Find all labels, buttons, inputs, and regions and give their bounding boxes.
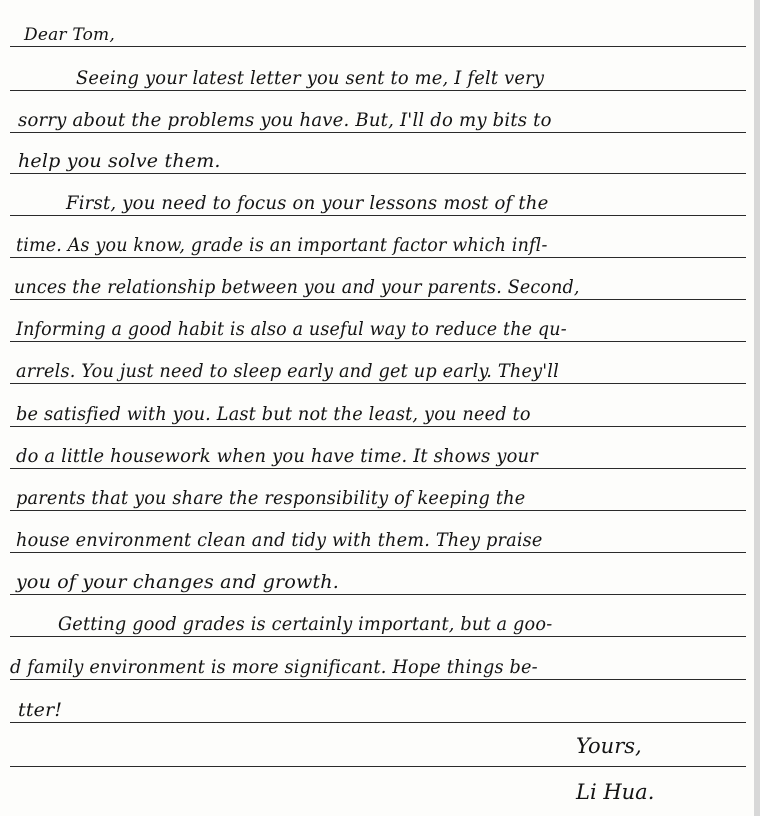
letter-line-10 bbox=[10, 439, 746, 469]
letter-text-line: sorry about the problems you have. But, I'll do my bits to bbox=[18, 109, 552, 131]
letter-text-line: you of your changes and growth. bbox=[16, 571, 339, 593]
letter-text-line: First, you need to focus on your lessons most of the bbox=[66, 192, 549, 214]
letter-line-2 bbox=[10, 103, 746, 133]
letter-text-line: arrels. You just need to sleep early and get up early. They'll bbox=[16, 360, 559, 382]
letter-text-line: help you solve them. bbox=[18, 150, 221, 172]
letter-text-line: parents that you share the responsibility of keeping the bbox=[16, 487, 526, 509]
letter-line-9 bbox=[10, 397, 746, 427]
letter-line-6 bbox=[10, 270, 746, 300]
letter-line-16 bbox=[10, 693, 746, 723]
letter-line-1 bbox=[10, 61, 746, 91]
letter-text-line: Informing a good habit is also a useful way to reduce the qu- bbox=[16, 318, 567, 340]
closing-rule-line bbox=[10, 766, 746, 767]
letter-text-line: Seeing your latest letter you sent to me, I felt very bbox=[76, 67, 545, 89]
letter-text-line: d family environment is more significant. Hope things be- bbox=[10, 656, 538, 678]
letter-line-13 bbox=[10, 565, 746, 595]
salutation: Dear Tom, bbox=[24, 25, 115, 45]
letter-line-8 bbox=[10, 354, 746, 384]
letter-line-15 bbox=[10, 650, 746, 680]
letter-line-14 bbox=[10, 607, 746, 637]
letter-text-line: unces the relationship between you and your parents. Second, bbox=[14, 276, 580, 298]
letter-line-7 bbox=[10, 312, 746, 342]
letter-text-line: be satisfied with you. Last but not the least, you need to bbox=[16, 403, 531, 425]
letter-line-4 bbox=[10, 186, 746, 216]
letter-line-11 bbox=[10, 481, 746, 511]
letter-text-line: house environment clean and tidy with them. They praise bbox=[16, 529, 543, 551]
signature: Li Hua. bbox=[576, 780, 655, 804]
letter-line-12 bbox=[10, 523, 746, 553]
letter-text-line: tter! bbox=[18, 699, 63, 721]
letter-text-line: do a little housework when you have time. It shows your bbox=[16, 445, 538, 467]
letter-line-3 bbox=[10, 144, 746, 174]
letter-line-5 bbox=[10, 228, 746, 258]
salutation-line bbox=[10, 17, 746, 47]
letter-text-line: Getting good grades is certainly important, but a goo- bbox=[58, 613, 553, 635]
letter-text-line: time. As you know, grade is an important factor which infl- bbox=[16, 234, 548, 256]
closing: Yours, bbox=[576, 734, 642, 758]
